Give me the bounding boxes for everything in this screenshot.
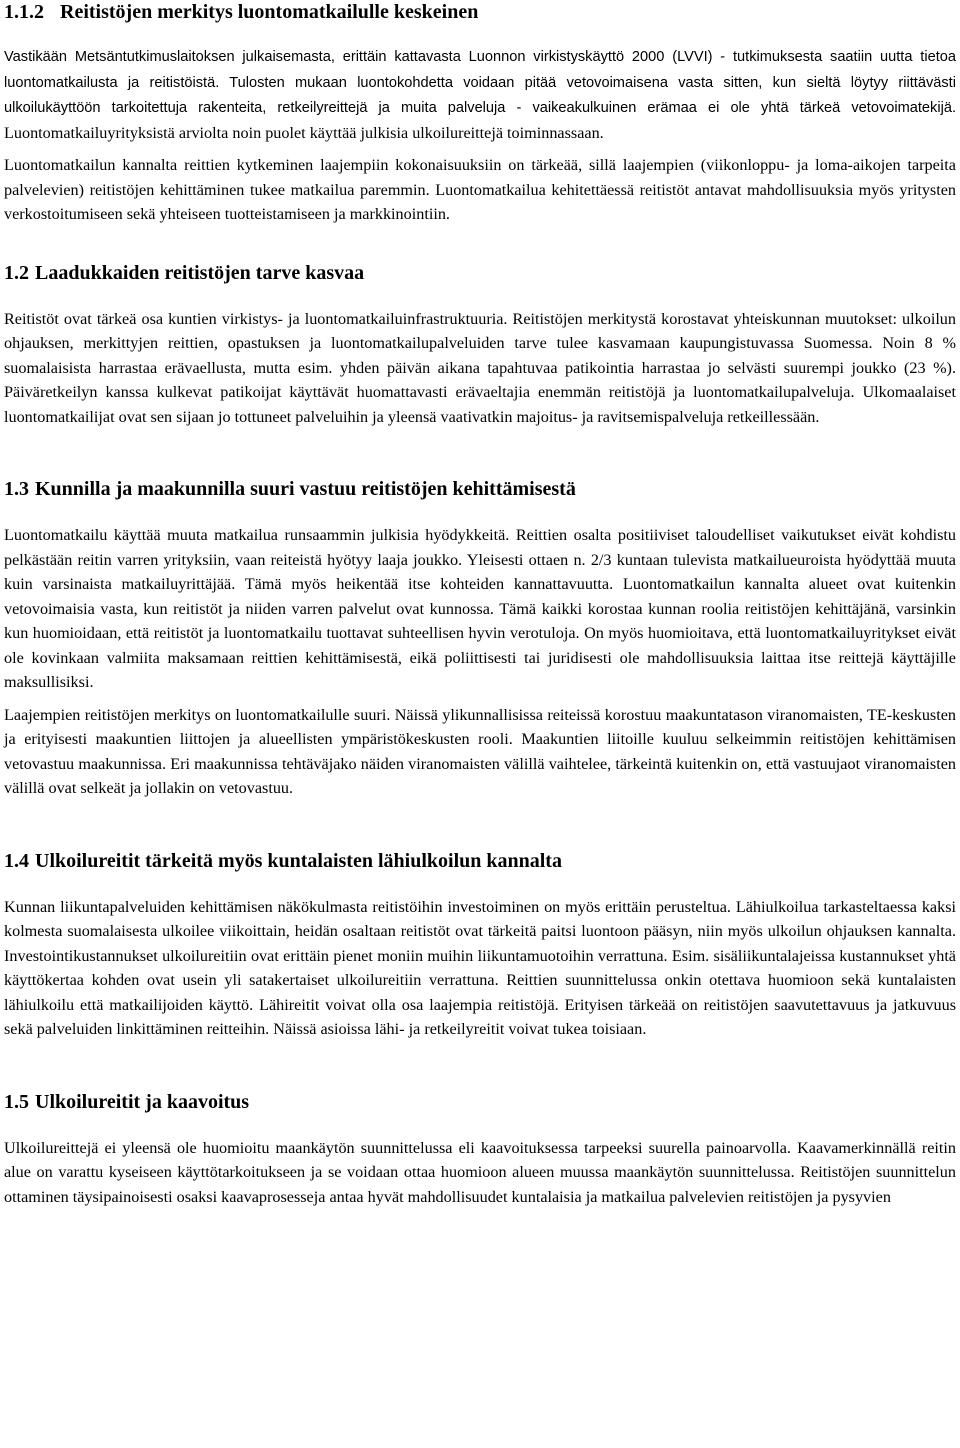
- section-number: 1.2: [4, 261, 29, 284]
- section-title: Laadukkaiden reitistöjen tarve kasvaa: [35, 261, 365, 284]
- paragraph-1-2-a: Reitistöt ovat tärkeä osa kuntien virkistys- ja luontomatkailuinfrastruktuuria. Reitistöjen merkitystä korostavat yhteiskunnan muutokset: ulkoilun ohjauksen, merkittyjen reittien, opastuksen ja luontomatkailupalveluiden tarve tulee kasvamaan kaupungistuvassa Suomessa. Noin 8 % suomalaisista harrastaa erävaellusta, mutta esim. yhden päivän aikana tapahtuvaa patikointia harrastaa jo selvästi suurempi joukko (23 %). Päiväretkeilyn kanssa kulkevat patikoijat käyttävät huomattavasti erävaeltajia enemmän reitistöjä ja luontomatkailupalveluja. Ulkomaalaiset luontomatkailijat ovat sen sijaan jo tottuneet palveluihin ja yleensä vaativatkin majoitus- ja ravitsemispalveluja retkeillessään.: [4, 309, 956, 426]
- paragraph-1-3-b: Laajempien reitistöjen merkitys on luontomatkailulle suuri. Näissä ylikunnallisissa reiteissä korostuu maakuntatason viranomaisten, TE-keskusten ja erityisesti maakuntien liittojen ja alueellisten ympäristökeskusten rooli. Maakuntien liitoille kuuluu selkeimmin reitistöjen kehittämisen vetovastuu maakunnissa. Eri maakunnissa tehtäväjako näiden viranomaisten välillä vaihtelee, tärkeintä kuitenkin on, että vastuujaot viranomaisten välillä ovat selkeät ja jollakin on vetovastuu.: [4, 705, 956, 797]
- paragraph-1-5-a: Ulkoilureittejä ei yleensä ole huomioitu maankäytön suunnittelussa eli kaavoituksessa tarpeeksi suurella painoarvolla. Kaavamerkinnällä reitin alue on varattu kyseiseen käyttötarkoitukseen ja se voidaan ottaa huomioon alueen muussa maankäytön suunnittelussa. Reitistöjen suunnittelun ottaminen täysipainoisesti osaksi kaavaprosesseja antaa hyvät mahdollisuudet kuntalaisia ja matkailua palvelevien reitistöjen ja pysyvien: [4, 1138, 956, 1206]
- paragraph-sans-continued: Tulosten mukaan luontokohdetta voidaan pitää vetovoimaisena vasta sitten, kun sieltä löytyy riittävästi ulkoilukäyttöön tarkoitettuja rakenteita, retkeilyreittejä ja muita palveluja - vaikeakulkuinen erämaa ei ole yhtä tärkeä vetovoimatekijä.: [4, 74, 956, 116]
- section-heading-1-5: [4, 1090, 956, 1114]
- section-title: Ulkoilureitit ja kaavoitus: [35, 1090, 250, 1113]
- section-number: 1.1.2: [4, 1, 44, 23]
- paragraph-serif-end: Luontomatkailuyrityksistä arviolta noin puolet käyttää julkisia ulkoilureittejä toiminnassaan.: [4, 123, 604, 142]
- paragraph-1-1-2-a: [4, 44, 956, 145]
- paragraph-1-4-a: Kunnan liikuntapalveluiden kehittämisen näkökulmasta reitistöihin investoiminen on myös erittäin perusteltua. Lähiulkoilua tarkasteltaessa kaksi kolmesta suomalaisesta ulkoilee viikoittain, heidän osaltaan reitistöt ovat tärkeitä paitsi luontoon pääsyn, niin myös ulkoilun ohjauksen kannalta. Investointikustannukset ulkoilureitiin ovat erittäin pienet moniin muihin liikuntamuotoihin verrattuna. Esim. sisäliikuntalajeissa kustannukset yhtä käyttökertaa kohden ovat usein yli satakertaiset ulkoilureitiin verrattuna. Reittien suunnittelussa onkin otettava huomioon sekä kuntalaisten lähiulkoilu että matkailijoiden käyttö. Lähireitit voivat olla osa laajempia reitistöjä. Erityisen tärkeää on reitistöjen saavutettavuus ja jatkuvuus sekä palveluiden linkittäminen reitteihin. Näissä asioissa lähi- ja retkeilyreitit voivat tukea toisiaan.: [4, 897, 956, 1038]
- section-title: Reitistöjen merkitys luontomatkailulle keskeinen: [60, 1, 479, 23]
- paragraph-1-1-2-b: Luontomatkailun kannalta reittien kytkeminen laajempiin kokonaisuuksiin on tärkeää, sillä laajempien (viikonloppu- ja loma-aikojen tarpeita palvelevien) reitistöjen kehittäminen tukee matkailua paremmin. Luontomatkailua kehitettäessä reitistöt antavat mahdollisuuksia myös yritysten verkostoitumiseen sekä yhteiseen tuotteistamiseen ja markkinointiin.: [4, 156, 956, 223]
- paragraph-sans-lead: Vastikään Metsäntutkimuslaitoksen julkaisemasta, erittäin kattavasta Luonnon virkistyskäyttö 2000 (LVVI) - tutkimuksesta saatiin uutta tietoa luontomatkailusta ja reitistöistä.: [4, 49, 956, 91]
- section-title: Kunnilla ja maakunnilla suuri vastuu reitistöjen kehittämisestä: [35, 478, 576, 500]
- section-number: 1.5: [4, 1090, 29, 1113]
- section-heading-1-4: [4, 849, 956, 873]
- section-number: 1.3: [4, 478, 29, 500]
- section-heading-1-3: [4, 477, 956, 501]
- section-heading-1-2: [4, 261, 956, 285]
- section-number: 1.4: [4, 849, 29, 872]
- section-title: Ulkoilureitit tärkeitä myös kuntalaisten lähiulkoilun kannalta: [35, 849, 562, 872]
- paragraph-1-3-a: Luontomatkailu käyttää muuta matkailua runsaammin julkisia hyödykkeitä. Reittien osalta positiiviset taloudelliset vaikutukset eivät kohdistu pelkästään reitin varren yrityksiin, vaan reiteistä hyötyy laaja joukko. Yleisesti ottaen n. 2/3 kuntaan tulevista matkailueuroista hyödyttää muuta kuin varsinaista matkailuyrittäjää. Tämä myös heikentää itse kohteiden kannattavuutta. Luontomatkailun kannalta alueet ovat kuitenkin vetovoimaisia vasta, kun reitistöt ja niiden varren palvelut ovat kunnossa. Tämä kaikki korostaa kunnan roolia reitistöjen kehittäjänä, varsinkin kun huomioidaan, että reitistöt ja luontomatkailu tuottavat suhteellisen hyvin verotuloja. On myös huomioitava, että luontomatkailuyritykset eivät ole kovinkaan valmiita maksamaan reittien kehittämisestä, eikä poliittisesti tai juridisesti ole mahdollisuuksia laittaa itse reittejä käyttäjille maksullisiksi.: [4, 526, 956, 691]
- section-heading-1-1-2: [4, 0, 956, 24]
